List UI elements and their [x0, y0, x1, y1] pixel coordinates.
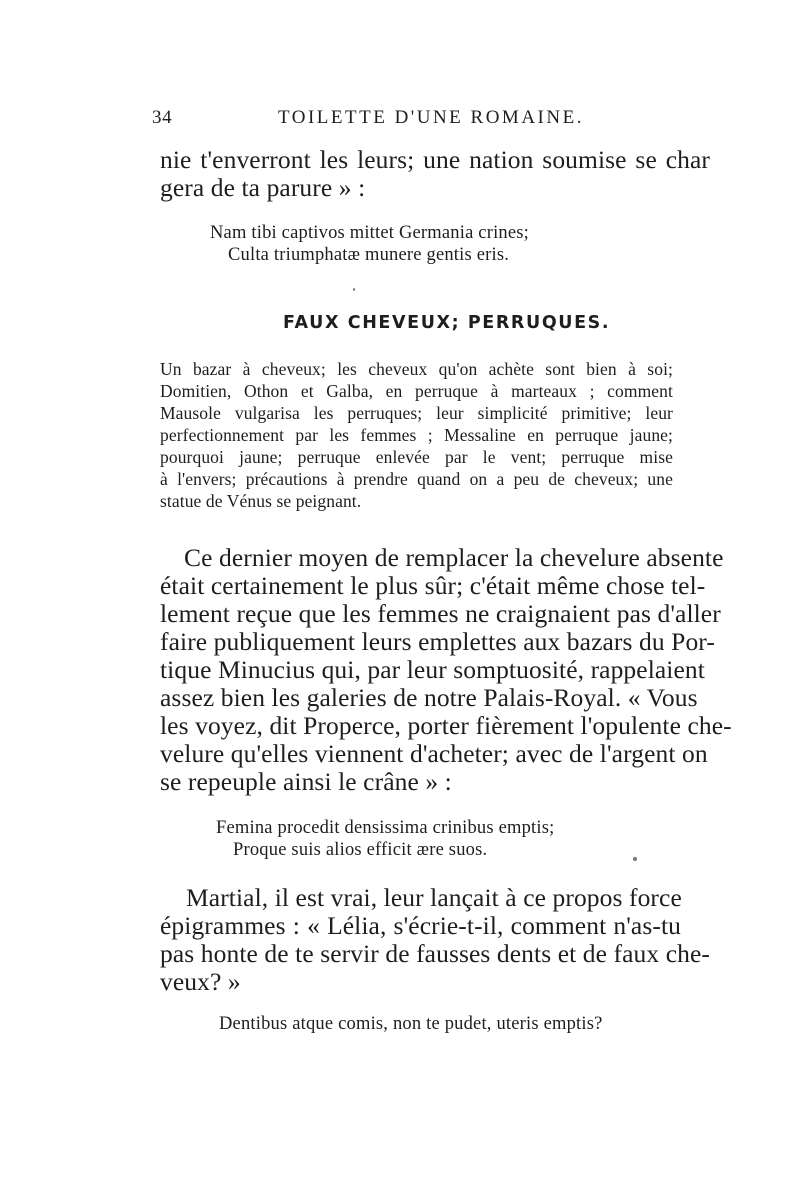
latin-quote-line: Dentibus atque comis, non te pudet, uteris emptis? [219, 1014, 603, 1034]
paragraph-line: épigrammes : « Lélia, s'écrie-t-il, comment n'as-tu [160, 911, 681, 940]
opening-line: nie t'enverront les leurs; une nation soumise se char [160, 145, 710, 174]
summary-line: Un bazar à cheveux; les cheveux qu'on achète sont bien à soi; [160, 359, 673, 379]
section-heading: FAUX CHEVEUX; PERRUQUES. [283, 313, 611, 333]
paragraph-line: était certainement le plus sûr; c'était même chose tel- [160, 571, 706, 600]
paragraph-line: les voyez, dit Properce, porter fièrement l'opulente che- [160, 711, 732, 740]
paper-speck [633, 857, 637, 861]
paragraph-line: lement reçue que les femmes ne craignaient pas d'aller [160, 599, 721, 628]
summary-line: perfectionnement par les femmes ; Messaline en perruque jaune; [160, 425, 673, 445]
paragraph-line: velure qu'elles viennent d'acheter; avec de l'argent on [160, 739, 708, 768]
paper-speck [353, 288, 355, 291]
running-title: TOILETTE D'UNE ROMAINE. [278, 107, 584, 128]
paragraph-line: Martial, il est vrai, leur lançait à ce propos force [186, 883, 682, 912]
paragraph-line: tique Minucius qui, par leur somptuosité, rappelaient [160, 655, 705, 684]
opening-line: gera de ta parure » : [160, 173, 366, 202]
page-number: 34 [152, 107, 173, 128]
summary-line: Domitien, Othon et Galba, en perruque à marteaux ; comment [160, 381, 673, 401]
latin-quote-line: Proque suis alios efficit ære suos. [233, 840, 488, 860]
paragraph-line: se repeuple ainsi le crâne » : [160, 767, 452, 796]
latin-quote-line: Nam tibi captivos mittet Germania crines; [210, 223, 530, 243]
latin-quote-line: Culta triumphatæ munere gentis eris. [228, 245, 510, 265]
paragraph-line: assez bien les galeries de notre Palais-Royal. « Vous [160, 683, 698, 712]
paragraph-line: faire publiquement leurs emplettes aux bazars du Por- [160, 627, 715, 656]
paragraph-line: Ce dernier moyen de remplacer la chevelure absente [184, 543, 724, 572]
summary-line: statue de Vénus se peignant. [160, 491, 362, 511]
paragraph-line: veux? » [160, 967, 241, 996]
paragraph-line: pas honte de te servir de fausses dents et de faux che- [160, 939, 711, 968]
summary-line: Mausole vulgarisa les perruques; leur simplicité primitive; leur [160, 403, 673, 423]
summary-line: à l'envers; précautions à prendre quand on a peu de cheveux; une [160, 469, 673, 489]
latin-quote-line: Femina procedit densissima crinibus emptis; [216, 818, 555, 838]
summary-line: pourquoi jaune; perruque enlevée par le vent; perruque mise [160, 447, 673, 467]
